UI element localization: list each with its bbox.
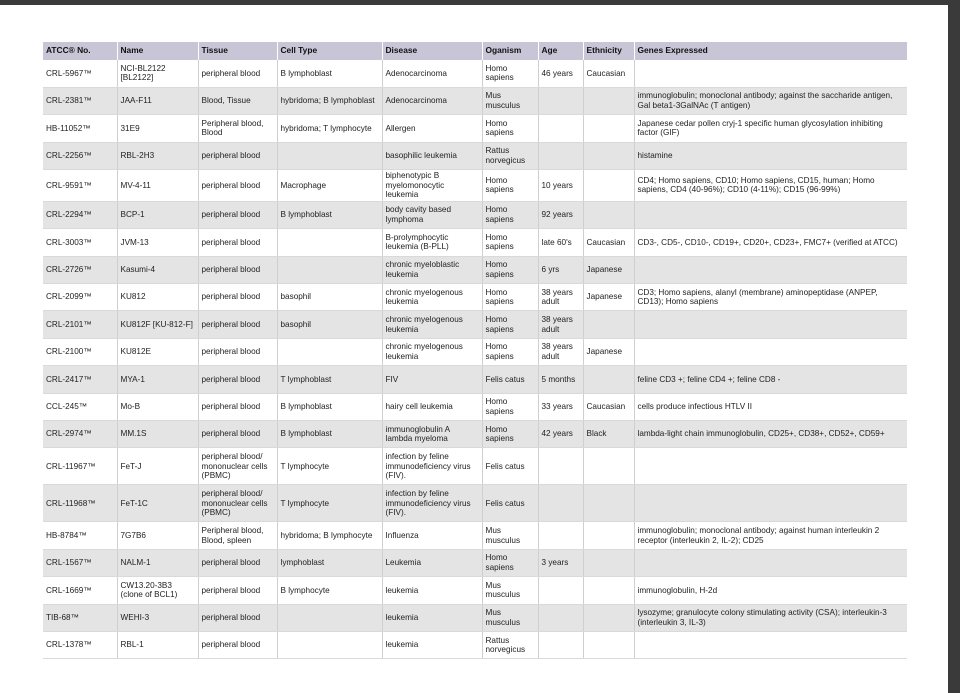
cell-atcc-no: CRL-1567™: [43, 549, 117, 576]
cell-name: RBL-2H3: [117, 142, 198, 169]
cell-genes-expressed: [634, 448, 907, 485]
cell-tissue: peripheral blood: [198, 170, 277, 202]
table-row: [43, 338, 907, 365]
table-row: [43, 60, 907, 87]
cell-organism: Homo sapiens: [482, 338, 538, 365]
table-row: [43, 284, 907, 311]
cell-cell-type: basophil: [277, 284, 382, 311]
cell-age: late 60's: [538, 229, 583, 256]
cell-age: 5 months: [538, 366, 583, 393]
cell-atcc-no: HB-8784™: [43, 522, 117, 549]
cell-ethnicity: [583, 201, 634, 228]
cell-atcc-no: CRL-2974™: [43, 420, 117, 447]
cell-lines-table: [43, 42, 907, 659]
cell-tissue: peripheral blood: [198, 229, 277, 256]
cell-name: NALM-1: [117, 549, 198, 576]
cell-atcc-no: CRL-2417™: [43, 366, 117, 393]
table-row: [43, 142, 907, 169]
cell-atcc-no: CRL-2101™: [43, 311, 117, 338]
cell-atcc-no: TIB-68™: [43, 604, 117, 631]
cell-tissue: peripheral blood/ mononuclear cells (PBMC): [198, 485, 277, 522]
cell-name: Kasumi-4: [117, 256, 198, 283]
table-body: [43, 60, 907, 659]
cell-disease: leukemia: [382, 577, 482, 604]
cell-tissue: peripheral blood: [198, 549, 277, 576]
cell-genes-expressed: [634, 631, 907, 658]
cell-disease: Adenocarcinoma: [382, 87, 482, 114]
table-row: [43, 115, 907, 142]
cell-ethnicity: [583, 87, 634, 114]
table-row: [43, 522, 907, 549]
cell-genes-expressed: Japanese cedar pollen cryj-1 specific human glycosylation inhibiting factor (GIF): [634, 115, 907, 142]
cell-age: [538, 115, 583, 142]
cell-cell-type: basophil: [277, 311, 382, 338]
cell-organism: Homo sapiens: [482, 170, 538, 202]
cell-atcc-no: CRL-2256™: [43, 142, 117, 169]
cell-ethnicity: [583, 311, 634, 338]
cell-age: 10 years: [538, 170, 583, 202]
cell-cell-type: T lymphocyte: [277, 448, 382, 485]
cell-cell-type: B lymphoblast: [277, 393, 382, 420]
cell-genes-expressed: CD4; Homo sapiens, CD10; Homo sapiens, CD15, human; Homo sapiens, CD4 (40-96%); CD10 (4-11%); CD15 (96-99%): [634, 170, 907, 202]
cell-tissue: peripheral blood: [198, 420, 277, 447]
col-header-tissue: Tissue: [198, 42, 277, 60]
cell-genes-expressed: [634, 60, 907, 87]
cell-tissue: peripheral blood: [198, 284, 277, 311]
cell-cell-type: hybridoma; B lymphocyte: [277, 522, 382, 549]
table-row: [43, 170, 907, 202]
cell-genes-expressed: cells produce infectious HTLV II: [634, 393, 907, 420]
cell-atcc-no: CCL-245™: [43, 393, 117, 420]
cell-cell-type: lymphoblast: [277, 549, 382, 576]
cell-cell-type: hybridoma; B lymphoblast: [277, 87, 382, 114]
cell-tissue: peripheral blood: [198, 142, 277, 169]
cell-cell-type: B lymphoblast: [277, 60, 382, 87]
cell-organism: Mus musculus: [482, 577, 538, 604]
cell-genes-expressed: [634, 485, 907, 522]
cell-age: 6 yrs: [538, 256, 583, 283]
cell-cell-type: B lymphoblast: [277, 420, 382, 447]
cell-ethnicity: [583, 577, 634, 604]
cell-organism: Homo sapiens: [482, 393, 538, 420]
cell-ethnicity: [583, 522, 634, 549]
cell-atcc-no: CRL-2381™: [43, 87, 117, 114]
cell-disease: biphenotypic B myelomonocytic leukemia: [382, 170, 482, 202]
table-row: [43, 631, 907, 658]
cell-age: 46 years: [538, 60, 583, 87]
table-row: [43, 311, 907, 338]
cell-atcc-no: CRL-11967™: [43, 448, 117, 485]
cell-ethnicity: Japanese: [583, 256, 634, 283]
table-row: [43, 448, 907, 485]
cell-age: [538, 87, 583, 114]
cell-tissue: peripheral blood: [198, 393, 277, 420]
cell-age: [538, 448, 583, 485]
cell-atcc-no: CRL-1378™: [43, 631, 117, 658]
col-header-genes: Genes Expressed: [634, 42, 907, 60]
cell-cell-type: B lymphocyte: [277, 577, 382, 604]
cell-age: [538, 631, 583, 658]
cell-genes-expressed: lysozyme; granulocyte colony stimulating activity (CSA); interleukin-3 (interleukin 3, IL-3): [634, 604, 907, 631]
col-header-ethnicity: Ethnicity: [583, 42, 634, 60]
cell-ethnicity: Black: [583, 420, 634, 447]
cell-tissue: Blood, Tissue: [198, 87, 277, 114]
cell-atcc-no: CRL-3003™: [43, 229, 117, 256]
cell-organism: Rattus norvegicus: [482, 631, 538, 658]
cell-cell-type: T lymphocyte: [277, 485, 382, 522]
cell-disease: immunoglobulin A lambda myeloma: [382, 420, 482, 447]
cell-organism: Homo sapiens: [482, 420, 538, 447]
cell-disease: Influenza: [382, 522, 482, 549]
cell-age: [538, 604, 583, 631]
cell-atcc-no: CRL-1669™: [43, 577, 117, 604]
cell-age: [538, 142, 583, 169]
cell-organism: Homo sapiens: [482, 60, 538, 87]
cell-atcc-no: CRL-9591™: [43, 170, 117, 202]
cell-genes-expressed: [634, 311, 907, 338]
cell-ethnicity: [583, 115, 634, 142]
cell-age: 3 years: [538, 549, 583, 576]
cell-genes-expressed: immunoglobulin, H-2d: [634, 577, 907, 604]
cell-age: 38 years adult: [538, 311, 583, 338]
cell-age: 42 years: [538, 420, 583, 447]
cell-name: CW13.20-3B3 (clone of BCL1): [117, 577, 198, 604]
cell-genes-expressed: [634, 201, 907, 228]
col-header-organism: Oganism: [482, 42, 538, 60]
cell-organism: Mus musculus: [482, 87, 538, 114]
cell-ethnicity: Japanese: [583, 338, 634, 365]
cell-organism: Homo sapiens: [482, 201, 538, 228]
cell-genes-expressed: lambda-light chain immunoglobulin, CD25+, CD38+, CD52+, CD59+: [634, 420, 907, 447]
cell-tissue: peripheral blood: [198, 604, 277, 631]
cell-name: RBL-1: [117, 631, 198, 658]
col-header-name: Name: [117, 42, 198, 60]
cell-tissue: peripheral blood: [198, 366, 277, 393]
cell-name: BCP-1: [117, 201, 198, 228]
cell-name: FeT-J: [117, 448, 198, 485]
table-header-row: [43, 42, 907, 60]
cell-name: MV-4-11: [117, 170, 198, 202]
cell-organism: Felis catus: [482, 448, 538, 485]
table-row: [43, 393, 907, 420]
cell-tissue: peripheral blood: [198, 577, 277, 604]
cell-disease: Adenocarcinoma: [382, 60, 482, 87]
cell-cell-type: [277, 631, 382, 658]
cell-organism: Rattus norvegicus: [482, 142, 538, 169]
cell-cell-type: [277, 142, 382, 169]
cell-tissue: peripheral blood: [198, 338, 277, 365]
cell-age: 33 years: [538, 393, 583, 420]
cell-disease: hairy cell leukemia: [382, 393, 482, 420]
cell-ethnicity: Caucasian: [583, 229, 634, 256]
cell-disease: leukemia: [382, 631, 482, 658]
cell-name: MYA-1: [117, 366, 198, 393]
cell-organism: Homo sapiens: [482, 549, 538, 576]
col-header-atcc: ATCC® No.: [43, 42, 117, 60]
cell-name: FeT-1C: [117, 485, 198, 522]
cell-name: WEHI-3: [117, 604, 198, 631]
cell-atcc-no: CRL-5967™: [43, 60, 117, 87]
cell-cell-type: [277, 338, 382, 365]
cell-name: JAA-F11: [117, 87, 198, 114]
cell-atcc-no: HB-11052™: [43, 115, 117, 142]
cell-name: 31E9: [117, 115, 198, 142]
table-row: [43, 87, 907, 114]
cell-organism: Homo sapiens: [482, 256, 538, 283]
cell-name: 7G7B6: [117, 522, 198, 549]
cell-organism: Felis catus: [482, 485, 538, 522]
cell-atcc-no: CRL-11968™: [43, 485, 117, 522]
table-row: [43, 201, 907, 228]
scrollbar-track[interactable]: [948, 0, 960, 693]
cell-cell-type: [277, 256, 382, 283]
cell-tissue: peripheral blood/ mononuclear cells (PBMC): [198, 448, 277, 485]
cell-ethnicity: Caucasian: [583, 393, 634, 420]
cell-tissue: peripheral blood: [198, 201, 277, 228]
cell-name: JVM-13: [117, 229, 198, 256]
table-row: [43, 549, 907, 576]
cell-organism: Mus musculus: [482, 604, 538, 631]
cell-ethnicity: Caucasian: [583, 60, 634, 87]
cell-name: KU812F [KU-812-F]: [117, 311, 198, 338]
cell-disease: Allergen: [382, 115, 482, 142]
cell-ethnicity: [583, 631, 634, 658]
cell-disease: infection by feline immunodeficiency virus (FIV).: [382, 448, 482, 485]
cell-ethnicity: [583, 604, 634, 631]
cell-disease: body cavity based lymphoma: [382, 201, 482, 228]
cell-age: 38 years adult: [538, 338, 583, 365]
cell-disease: infection by feline immunodeficiency virus (FIV).: [382, 485, 482, 522]
cell-genes-expressed: histamine: [634, 142, 907, 169]
cell-organism: Felis catus: [482, 366, 538, 393]
table-row: [43, 366, 907, 393]
cell-tissue: peripheral blood: [198, 311, 277, 338]
cell-atcc-no: CRL-2100™: [43, 338, 117, 365]
cell-ethnicity: [583, 142, 634, 169]
cell-genes-expressed: CD3; Homo sapiens, alanyl (membrane) aminopeptidase (ANPEP, CD13); Homo sapiens: [634, 284, 907, 311]
cell-organism: Homo sapiens: [482, 311, 538, 338]
cell-disease: chronic myeloblastic leukemia: [382, 256, 482, 283]
cell-name: Mo-B: [117, 393, 198, 420]
cell-age: 92 years: [538, 201, 583, 228]
table-row: [43, 577, 907, 604]
cell-cell-type: Macrophage: [277, 170, 382, 202]
cell-genes-expressed: [634, 256, 907, 283]
cell-disease: chronic myelogenous leukemia: [382, 338, 482, 365]
cell-disease: chronic myelogenous leukemia: [382, 284, 482, 311]
cell-age: 38 years adult: [538, 284, 583, 311]
cell-organism: Homo sapiens: [482, 115, 538, 142]
cell-cell-type: B lymphoblast: [277, 201, 382, 228]
col-header-cell-type: Cell Type: [277, 42, 382, 60]
cell-tissue: peripheral blood: [198, 60, 277, 87]
cell-organism: Homo sapiens: [482, 229, 538, 256]
table-row: [43, 420, 907, 447]
cell-genes-expressed: feline CD3 +; feline CD4 +; feline CD8 -: [634, 366, 907, 393]
cell-atcc-no: CRL-2099™: [43, 284, 117, 311]
cell-age: [538, 522, 583, 549]
table-row: [43, 604, 907, 631]
cell-age: [538, 577, 583, 604]
cell-tissue: peripheral blood: [198, 631, 277, 658]
cell-tissue: Peripheral blood, Blood, spleen: [198, 522, 277, 549]
cell-genes-expressed: immunoglobulin; monoclonal antibody; against human interleukin 2 receptor (interleukin 2, IL-2); CD25: [634, 522, 907, 549]
cell-disease: FIV: [382, 366, 482, 393]
col-header-disease: Disease: [382, 42, 482, 60]
cell-atcc-no: CRL-2726™: [43, 256, 117, 283]
cell-ethnicity: [583, 170, 634, 202]
cell-genes-expressed: [634, 549, 907, 576]
cell-disease: B-prolymphocytic leukemia (B-PLL): [382, 229, 482, 256]
cell-tissue: Peripheral blood, Blood: [198, 115, 277, 142]
cell-cell-type: [277, 604, 382, 631]
cell-ethnicity: [583, 448, 634, 485]
cell-cell-type: [277, 229, 382, 256]
cell-disease: chronic myelogenous leukemia: [382, 311, 482, 338]
cell-ethnicity: [583, 485, 634, 522]
cell-atcc-no: CRL-2294™: [43, 201, 117, 228]
table-row: [43, 485, 907, 522]
cell-cell-type: hybridoma; T lymphocyte: [277, 115, 382, 142]
cell-disease: Leukemia: [382, 549, 482, 576]
cell-ethnicity: [583, 549, 634, 576]
table-row: [43, 256, 907, 283]
cell-name: MM.1S: [117, 420, 198, 447]
table-row: [43, 229, 907, 256]
cell-genes-expressed: [634, 338, 907, 365]
cell-tissue: peripheral blood: [198, 256, 277, 283]
cell-name: NCI-BL2122 [BL2122]: [117, 60, 198, 87]
cell-name: KU812E: [117, 338, 198, 365]
cell-genes-expressed: CD3-, CD5-, CD10-, CD19+, CD20+, CD23+, FMC7+ (verified at ATCC): [634, 229, 907, 256]
cell-name: KU812: [117, 284, 198, 311]
cell-ethnicity: Japanese: [583, 284, 634, 311]
cell-age: [538, 485, 583, 522]
cell-disease: leukemia: [382, 604, 482, 631]
cell-ethnicity: [583, 366, 634, 393]
cell-disease: basophilic leukemia: [382, 142, 482, 169]
cell-organism: Homo sapiens: [482, 284, 538, 311]
cell-organism: Mus musculus: [482, 522, 538, 549]
col-header-age: Age: [538, 42, 583, 60]
cell-genes-expressed: immunoglobulin; monoclonal antibody; against the saccharide antigen, Gal beta1-3GalNAc (T antigen): [634, 87, 907, 114]
cell-cell-type: T lymphoblast: [277, 366, 382, 393]
